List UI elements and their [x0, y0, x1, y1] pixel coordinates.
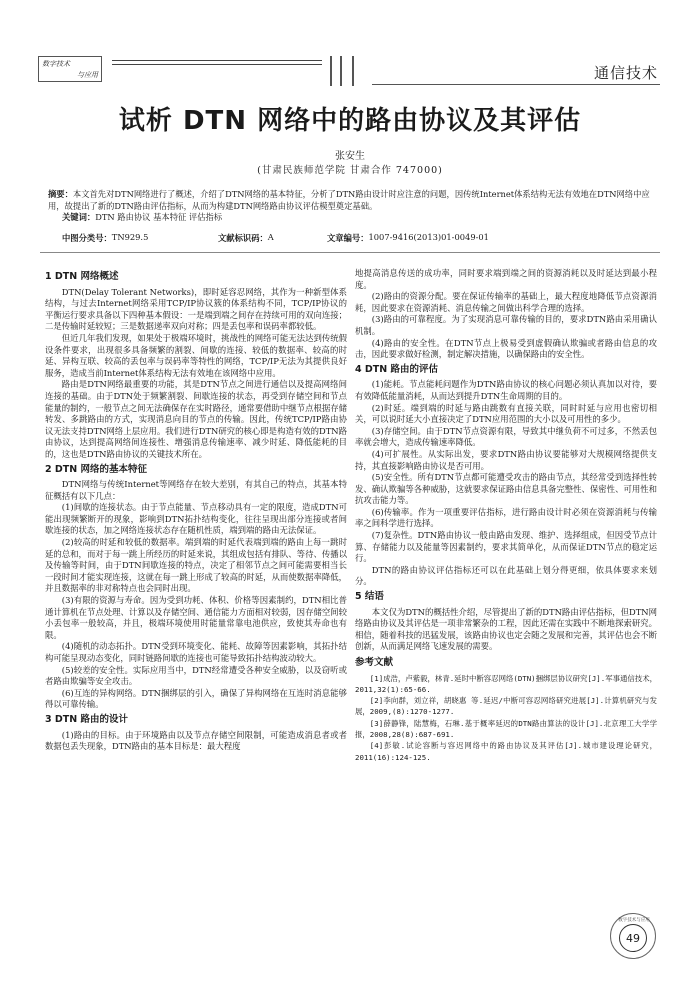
paragraph: (2)路由的资源分配。要在保证传输率的基础上，最大程度地降低节点资源消耗，因此要求在资源消耗、消息传输之间做出科学合理的选择。: [355, 291, 657, 313]
paragraph: (3)路由的可靠程度。为了实现消息可靠传输的目的，要求DTN路由采用确认机制。: [355, 314, 657, 336]
affiliation: (甘肃民族师范学院 甘肃合作 747000): [257, 165, 443, 176]
keywords: DTN 路由协议 基本特征 评估指标: [95, 212, 223, 222]
paragraph: (7)复杂性。DTN路由协议一般由路由发现、维护、选择组成，但因受节点计算、存储能力以及能量等因素制约，要求其简单化，从而保证DTN节点的稳定运行。: [355, 530, 657, 564]
keywords-label: 关键词：: [62, 212, 96, 222]
paragraph: (6)传输率。作为一项重要评估指标，进行路由设计时必须在资源消耗与传输率之间科学进行选择。: [355, 506, 657, 529]
paragraph: (6)互连的异构网络。DTN捆绑层的引入，确保了异构网络在互连时消息能够得以可靠传输。: [45, 687, 347, 710]
section-heading: 4 DTN 路由的评估: [355, 363, 439, 375]
page-number-badge: [610, 913, 656, 959]
paragraph: DTN的路由协议评估指标还可以在此基础上划分得更细，依具体要求来划分。: [355, 564, 657, 587]
section-heading: 5 结语: [355, 591, 384, 603]
paragraph: (1)间歇的连接状态。由于节点能量、节点移动具有一定的限度，造成DTN可能出现频繁断开的现象，影响到DTN拓扑结构变化，往往呈现出部分连接或者间歇连接的状态，加之网络连接状态存在随机性质，端到端的路由无法保证。: [45, 502, 347, 536]
author: 张安生: [335, 151, 365, 162]
paragraph: 但近几年我们发现，如果处于极端环境时，挑战性的网络可能无法达到传统假设条件要求，出现很多具备频繁的割裂、间歇的连接、较低的数据率、较高的时延、异构互联、较高的丢包率与误码率等特性的网络，TCP/IP无法为其提供良好服务，造成当前Internet体系结构无法有效地在该网络中应用。: [45, 332, 347, 378]
doc-code-value: A: [267, 232, 274, 242]
abstract-text: 本文首先对DTN网络进行了概述，介绍了DTN网络的基本特征，分析了DTN路由设计时应注意的问题，因传统Internet体系结构无法有效地在DTN网络中应用，故提出了新的DTN路由评估指标，从而为构建DTN网络路由协议评估模型奠定基础。: [48, 189, 650, 211]
doc-code-label: 文献标识码：: [218, 233, 268, 243]
paragraph: (5)较差的安全性。实际应用当中，DTN经常遭受各种安全威胁，以及窃听或者路由欺骗等安全攻击。: [45, 664, 347, 687]
clc-value: TN929.5: [111, 232, 149, 242]
paragraph: (3)有限的资源与寿命。因为受到功耗、体积、价格等因素制约，DTN相比普通计算机在节点处理、计算以及存储空间、通信能力方面相对较弱，因存储空间较小丢包率一般较高，并且，极端环境使用时能量常靠电池供应，致使其寿命也有限。: [45, 595, 347, 640]
reference-item: [1]成浩，卢紫毅，林青.延时中断容忍网络(DTN)捆绑层协议研究[J].军事通信技术，2011,32(1):65-66.: [355, 673, 657, 694]
section-heading: 1 DTN 网络概述: [45, 271, 119, 282]
badge-text: 数字技术与应用: [618, 918, 650, 923]
reference-item: [4]彭敏.试论容断与容迟网络中的路由协议及其评估[J].城市建设理论研究，2011(16):124-125.: [355, 741, 657, 762]
paragraph: DTN(Delay Tolerant Networks)，即时延容忍网络，其作为一种新型体系结构，与过去Internet网络采用TCP/IP协议簇的体系结构不同，TCP/IP协议的平衡运行要求具备以下四种基本假设：一是端到端之间存在持续可用的双向连接；二是传输时延较短；三是数据递率双向对称；四是丢包率和误码率都较低。: [45, 286, 347, 332]
journal-logo: [38, 56, 108, 86]
header-rule-right: [372, 84, 660, 85]
divider: [40, 252, 660, 253]
paragraph: (5)安全性。所有DTN节点都可能遭受攻击的路由节点，其经常受到选择性转发、确认欺骗等各种威胁，这就要求保证路由信息具备完整性、保密性、可用性和抗攻击能力等。: [355, 472, 657, 506]
paragraph: (2)较高的时延和较低的数据率。端到端的时延代表端到端的路由上每一跳时延的总和，而对于每一跳上所经历的时延来说，其组成包括有排队、等待、传播以及传输等时间，由于DTN间歇连接的特点，决定了相邻节点之间可能需要相当长一段时间才能实现连接，这就在每一跳上形成了较高的时延，从而使数据率降低，并且数据率的非对称特点也会同时出现。: [45, 537, 347, 594]
paragraph: (1)路由的目标。由于环境路由以及节点存储空间限制，可能造成消息者或者数据包丢失现象，DTN路由的基本目标是：最大程度: [45, 729, 347, 752]
section-heading: 2 DTN 网络的基本特征: [45, 463, 148, 475]
reference-item: [2]李向群，刘立祥，胡晓惠 等.延迟/中断可容忍网络研究进展[J].计算机研究与发展，2009,(8):1270-1277.: [355, 696, 657, 717]
article-title: 试析 DTN 网络中的路由协议及其评估: [118, 106, 582, 136]
journal-logo-line1: 数字技术: [42, 60, 70, 68]
paragraph: 本文仅为DTN的概括性介绍，尽管提出了新的DTN路由评估指标，但DTN网络路由协议及其评估是一项非常繁杂的工程，因此还需在实践中不断地探索研究。相信，随着科技的迅猛发展，该路由协议也定会随之发展和完善，其评估也会不断创新，从而满足网络飞速发展的需要。: [355, 606, 657, 652]
paragraph: (3)存储空间。由于DTN节点资源有限，导致其中继负荷不可过多，不然丢包率就会增大，造成传输速率降低。: [355, 425, 657, 448]
article-no-value: 1007-9416(2013)01-0049-01: [368, 232, 489, 242]
article-no-label: 文章编号：: [327, 233, 369, 243]
header-rule: [112, 64, 322, 65]
paragraph: (1)能耗。节点能耗问题作为DTN路由协议的核心问题必须认真加以对待，要有效降低能量消耗，从而达到提升DTN生命周期的目的。: [355, 379, 657, 401]
clc-label: 中图分类号：: [62, 233, 112, 243]
paragraph: DTN网络与传统Internet等网络存在较大差别，有其自己的特点，其基本特征概括有以下几点：: [45, 479, 347, 501]
paragraph: (4)路由的安全性。在DTN节点上极易受到虚假确认欺骗或者路由信息的攻击，因此要求做好检测，制定解决措施，以确保路由的安全性。: [355, 337, 657, 360]
paragraph: 路由是DTN网络最重要的功能，其是DTN节点之间进行通信以及提高网络间连接的基础。由于DTN处于频繁割裂、间歇连接的状态，再受到存储空间和节点能量的制约，一般节点之间无法确保存在实时路径，通常要借助中继节点根据存储转发、多跳路由的方式，实现消息向目的节点的传输。因此，传统TCP/IP路由协议无法支持DTN网络上层应用。我们进行DTN研究的核心即是构造有效的DTN路由协议，达到提高网络间连接性、增强消息传输速率、减少时延、降低能耗的目的，这也是DTN路由协议的关键技术所在。: [45, 379, 347, 459]
page-number: 49: [619, 924, 647, 952]
paragraph: (2)时延。端到端的时延与路由跳数有直接关联，同时时延与应用也密切相关，可以说时延大小直接决定了DTN应用范围的大小以及可用性的多少。: [355, 402, 657, 425]
paragraph: (4)可扩展性。从实际出发，要求DTN路由协议要能够对大规模网络提供支持，其直接影响路由协议是否可用。: [355, 448, 657, 471]
reference-item: [3]薛静锋，陆慧梅，石琳.基于概率延迟的DTN路由算法的设计[J].北京理工大学学报，2008,28(8):687-691.: [355, 718, 657, 740]
references: [355, 657, 657, 763]
header-rule: [112, 60, 322, 61]
abstract: [48, 189, 658, 224]
section-heading: 3 DTN 路由的设计: [45, 713, 129, 725]
paragraph: 地提高消息传送的成功率，同时要求端到端之间的资源消耗以及时延达到最小程度。: [355, 268, 657, 290]
paragraph: (4)随机的动态拓扑。DTN受到环境变化、能耗、故障等因素影响，其拓扑结构可能呈现动态变化，同时链路间歇的连接也可能导致拓扑结构波动较大。: [45, 641, 347, 663]
left-column: [45, 268, 347, 753]
references-heading: 参考文献: [355, 657, 394, 668]
right-column: [355, 268, 657, 763]
header-bars-decoration: [330, 56, 366, 86]
section-label: 通信技术: [593, 64, 658, 82]
journal-logo-line2: 与应用: [77, 71, 98, 79]
abstract-label: 摘要：: [48, 189, 73, 199]
